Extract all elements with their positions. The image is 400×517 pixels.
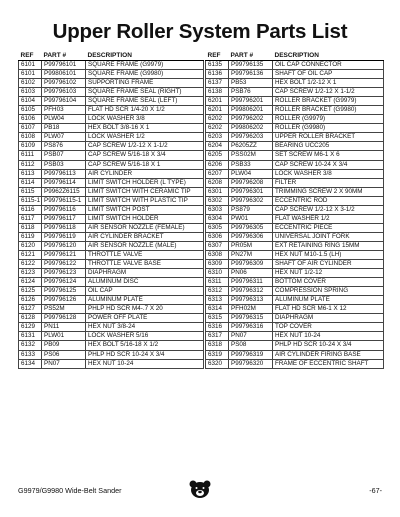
description-cell: ECCENTRIC ROD — [273, 196, 384, 205]
description-cell: HEX BOLT 3/8-16 X 1 — [86, 124, 204, 133]
description-cell: AIR CYLINDER BRACKET — [86, 232, 204, 241]
part-number-cell: P99796120 — [42, 241, 86, 250]
description-header: DESCRIPTION — [86, 50, 204, 61]
footer-model-name: G9979/G9980 Wide-Belt Sander — [18, 486, 122, 495]
part-number-cell: P99796313 — [229, 296, 273, 305]
part-number-cell: P99796302 — [229, 196, 273, 205]
part-number-cell: PSB07 — [42, 151, 86, 160]
ref-cell: 6318 — [206, 341, 229, 350]
part-number-cell: P99796319 — [229, 350, 273, 359]
part-number-cell: P99806201 — [229, 106, 273, 115]
description-cell: CAP SCREW 1/2-12 X 1-1/2 — [86, 142, 204, 151]
part-number-cell: P99796123 — [42, 269, 86, 278]
part-number-cell: P99796121 — [42, 250, 86, 259]
part-header: PART # — [229, 50, 273, 61]
description-cell: TRIMMING SCREW 2 X 90MM — [273, 187, 384, 196]
ref-cell: 6134 — [19, 359, 42, 368]
part-number-cell: PB09 — [42, 341, 86, 350]
ref-cell: 6317 — [206, 332, 229, 341]
ref-cell: 6202 — [206, 115, 229, 124]
ref-cell: 6132 — [19, 341, 42, 350]
part-number-cell: PSB76 — [229, 88, 273, 97]
part-number-cell: P99796208 — [229, 178, 273, 187]
table-row — [206, 241, 384, 250]
description-cell: HEX NUT 3/8-24 — [86, 323, 204, 332]
table-row — [206, 106, 384, 115]
part-number-cell: PSS02M — [229, 151, 273, 160]
part-number-cell: PS06 — [42, 350, 86, 359]
part-number-cell: P99796315 — [229, 314, 273, 323]
table-header-row — [19, 50, 204, 61]
ref-cell: 6105 — [19, 106, 42, 115]
description-cell: BOTTOM COVER — [273, 278, 384, 287]
ref-cell: 6120 — [19, 241, 42, 250]
table-row — [19, 260, 204, 269]
part-number-cell: P99796118 — [42, 223, 86, 232]
table-row — [19, 196, 204, 205]
part-number-cell: P99796102 — [42, 79, 86, 88]
table-row — [19, 187, 204, 196]
table-row — [19, 169, 204, 178]
ref-cell: 6133 — [19, 350, 42, 359]
table-row — [206, 232, 384, 241]
part-number-cell: PSB33 — [229, 160, 273, 169]
part-number-cell: PFH03 — [42, 106, 86, 115]
ref-cell: 6114 — [19, 178, 42, 187]
description-cell: THROTTLE VALVE BASE — [86, 260, 204, 269]
description-cell: UPPER ROLLER BRACKET — [273, 133, 384, 142]
table-row — [206, 341, 384, 350]
table-row — [19, 323, 204, 332]
description-cell: LOCK WASHER 1/2 — [86, 133, 204, 142]
table-row — [206, 359, 384, 368]
description-cell: HEX NUT 1/2-12 — [273, 269, 384, 278]
table-row — [206, 305, 384, 314]
ref-cell: 6127 — [19, 305, 42, 314]
ref-cell: 6131 — [19, 332, 42, 341]
table-row — [19, 70, 204, 79]
table-row — [206, 61, 384, 70]
table-row — [19, 232, 204, 241]
description-cell: ROLLER (G9979) — [273, 115, 384, 124]
description-cell: HEX BOLT 5/16-18 X 1/2 — [86, 341, 204, 350]
description-cell: LOCK WASHER 3/8 — [86, 115, 204, 124]
part-number-cell: P99796312 — [229, 287, 273, 296]
ref-cell: 6319 — [206, 350, 229, 359]
page-number: -67- — [369, 486, 382, 495]
table-row — [19, 359, 204, 368]
ref-cell: 6303 — [206, 205, 229, 214]
description-cell: SQUARE FRAME (G9979) — [86, 61, 204, 70]
description-cell: AIR SENSOR NOZZLE (MALE) — [86, 241, 204, 250]
ref-cell: 6136 — [206, 70, 229, 79]
table-row — [206, 205, 384, 214]
table-row — [19, 341, 204, 350]
part-number-cell: PS08 — [229, 341, 273, 350]
table-row — [19, 223, 204, 232]
table-row — [19, 160, 204, 169]
table-row — [206, 97, 384, 106]
table-row — [206, 296, 384, 305]
ref-cell: 6204 — [206, 142, 229, 151]
part-number-cell: P99796201 — [229, 97, 273, 106]
ref-cell: 6207 — [206, 169, 229, 178]
description-cell: SQUARE FRAME (G9980) — [86, 70, 204, 79]
ref-cell: 6135 — [206, 61, 229, 70]
table-row — [206, 115, 384, 124]
ref-cell: 6206 — [206, 160, 229, 169]
table-row — [206, 314, 384, 323]
part-number-cell: P99796116 — [42, 205, 86, 214]
table-row — [206, 142, 384, 151]
table-row — [206, 178, 384, 187]
part-number-cell: P99796115-1 — [42, 196, 86, 205]
description-cell: UNIVERSAL JOINT FORK — [273, 232, 384, 241]
description-cell: ROLLER BRACKET (G9980) — [273, 106, 384, 115]
table-row — [19, 61, 204, 70]
table-row — [19, 88, 204, 97]
ref-cell: 6122 — [19, 260, 42, 269]
ref-cell: 6115 — [19, 187, 42, 196]
part-number-cell: PLW04 — [229, 169, 273, 178]
ref-cell: 6121 — [19, 250, 42, 259]
bear-head-icon — [188, 479, 212, 499]
ref-cell: 6128 — [19, 314, 42, 323]
table-row — [19, 278, 204, 287]
ref-cell: 6124 — [19, 278, 42, 287]
description-cell: FLAT HD SCR M6-1 X 12 — [273, 305, 384, 314]
part-header: PART # — [42, 50, 86, 61]
ref-cell: 6314 — [206, 305, 229, 314]
description-cell: HEX NUT 10-24 — [86, 359, 204, 368]
table-row — [206, 250, 384, 259]
part-number-cell: PN11 — [42, 323, 86, 332]
table-row — [206, 278, 384, 287]
part-number-cell: P99796306 — [229, 232, 273, 241]
description-cell: COMPRESSION SPRING — [273, 287, 384, 296]
part-number-cell: PLW07 — [42, 133, 86, 142]
table-row — [206, 88, 384, 97]
parts-table-left — [18, 50, 204, 369]
description-cell: ALUMINUM DISC — [86, 278, 204, 287]
table-row — [19, 241, 204, 250]
ref-cell: 6201 — [206, 106, 229, 115]
part-number-cell: PS879 — [229, 205, 273, 214]
table-header-row — [206, 50, 384, 61]
part-number-cell: P99796113 — [42, 169, 86, 178]
description-cell: PHLP HD SCR 10-24 X 3/4 — [273, 341, 384, 350]
part-number-cell: P99796202 — [229, 115, 273, 124]
description-cell: AIR CYLINDER FIRING BASE — [273, 350, 384, 359]
table-row — [206, 214, 384, 223]
part-number-cell: P99796136 — [229, 70, 273, 79]
table-row — [206, 196, 384, 205]
description-cell: LIMIT SWITCH WITH CERAMIC TIP — [86, 187, 204, 196]
ref-cell: 6107 — [19, 124, 42, 133]
ref-cell: 6311 — [206, 278, 229, 287]
part-number-cell: P99796305 — [229, 223, 273, 232]
ref-cell: 6109 — [19, 142, 42, 151]
description-cell: ALUMINUM PLATE — [86, 296, 204, 305]
ref-cell: 6313 — [206, 296, 229, 305]
table-row — [19, 350, 204, 359]
part-number-cell: P99796119 — [42, 232, 86, 241]
part-number-cell: P99796128 — [42, 314, 86, 323]
description-header: DESCRIPTION — [273, 50, 384, 61]
description-cell: BEARING UCC205 — [273, 142, 384, 151]
part-number-cell: P99796316 — [229, 323, 273, 332]
ref-cell: 6126 — [19, 296, 42, 305]
description-cell: HEX NUT M10-1.5 (LH) — [273, 250, 384, 259]
part-number-cell: PW01 — [229, 214, 273, 223]
table-row — [206, 133, 384, 142]
description-cell: SHAFT OF OIL CAP — [273, 70, 384, 79]
part-number-cell: P99796301 — [229, 187, 273, 196]
table-row — [19, 314, 204, 323]
ref-cell: 6310 — [206, 269, 229, 278]
table-row — [19, 250, 204, 259]
ref-cell: 6320 — [206, 359, 229, 368]
ref-cell: 6301 — [206, 187, 229, 196]
ref-cell: 6138 — [206, 88, 229, 97]
part-number-cell: PN07 — [229, 332, 273, 341]
ref-cell: 6111 — [19, 151, 42, 160]
part-number-cell: PS876 — [42, 142, 86, 151]
table-row — [19, 205, 204, 214]
ref-cell: 6125 — [19, 287, 42, 296]
part-number-cell: PR05M — [229, 241, 273, 250]
ref-cell: 6201 — [206, 97, 229, 106]
table-row — [206, 269, 384, 278]
part-number-cell: P99796309 — [229, 260, 273, 269]
table-row — [19, 178, 204, 187]
description-cell: CAP SCREW 10-24 X 3/4 — [273, 160, 384, 169]
description-cell: SHAFT OF AIR CYLINDER — [273, 260, 384, 269]
part-number-cell: P99806101 — [42, 70, 86, 79]
part-number-cell: P99796126 — [42, 296, 86, 305]
part-number-cell: P99796311 — [229, 278, 273, 287]
description-cell: OIL CAP CONNECTOR — [273, 61, 384, 70]
part-number-cell: P99796125 — [42, 287, 86, 296]
ref-cell: 6115-1 — [19, 196, 42, 205]
part-number-cell: PS52M — [42, 305, 86, 314]
description-cell: PHLP HD SCR M4-.7 X 20 — [86, 305, 204, 314]
table-row — [19, 79, 204, 88]
table-row — [206, 323, 384, 332]
table-row — [19, 115, 204, 124]
description-cell: ECCENTRIC PIECE — [273, 223, 384, 232]
ref-cell: 6118 — [19, 223, 42, 232]
part-number-cell: P6205ZZ — [229, 142, 273, 151]
description-cell: FLAT WASHER 1/2 — [273, 214, 384, 223]
description-cell: FRAME OF ECCENTRIC SHAFT — [273, 359, 384, 368]
ref-cell: 6309 — [206, 260, 229, 269]
description-cell: OIL CAP — [86, 287, 204, 296]
part-number-cell: P99796320 — [229, 359, 273, 368]
table-row — [19, 287, 204, 296]
table-row — [206, 169, 384, 178]
part-number-cell: P99796103 — [42, 88, 86, 97]
ref-cell: 6108 — [19, 133, 42, 142]
part-number-cell: P99796203 — [229, 133, 273, 142]
table-row — [206, 160, 384, 169]
description-cell: FILTER — [273, 178, 384, 187]
description-cell: DIAPHRAGM — [86, 269, 204, 278]
table-row — [206, 79, 384, 88]
description-cell: SQUARE FRAME SEAL (LEFT) — [86, 97, 204, 106]
ref-cell: 6205 — [206, 151, 229, 160]
part-number-cell: P99796135 — [229, 61, 273, 70]
description-cell: CAP SCREW 5/16-18 X 1 — [86, 160, 204, 169]
description-cell: THROTTLE VALVE — [86, 250, 204, 259]
ref-cell: 6101 — [19, 61, 42, 70]
description-cell: PHLP HD SCR 10-24 X 3/4 — [86, 350, 204, 359]
table-row — [206, 70, 384, 79]
description-cell: AIR CYLINDER — [86, 169, 204, 178]
ref-cell: 6306 — [206, 232, 229, 241]
ref-cell: 6208 — [206, 178, 229, 187]
table-row — [19, 133, 204, 142]
table-row — [206, 223, 384, 232]
table-row — [19, 106, 204, 115]
description-cell: LIMIT SWITCH HOLDER — [86, 214, 204, 223]
description-cell: LOCK WASHER 5/16 — [86, 332, 204, 341]
table-row — [206, 332, 384, 341]
ref-cell: 6112 — [19, 160, 42, 169]
ref-cell: 6307 — [206, 241, 229, 250]
description-cell: LIMIT SWITCH HOLDER (L TYPE) — [86, 178, 204, 187]
part-number-cell: PB18 — [42, 124, 86, 133]
part-number-cell: P99806202 — [229, 124, 273, 133]
part-number-cell: P99796117 — [42, 214, 86, 223]
part-number-cell: PFH02M — [229, 305, 273, 314]
description-cell: LOCK WASHER 3/8 — [273, 169, 384, 178]
description-cell: ROLLER (G9980) — [273, 124, 384, 133]
description-cell: CAP SCREW 5/16-18 X 3/4 — [86, 151, 204, 160]
description-cell: SQUARE FRAME SEAL (RIGHT) — [86, 88, 204, 97]
ref-cell: 6101 — [19, 70, 42, 79]
description-cell: CAP SCREW 1/2-12 X 1-1/2 — [273, 88, 384, 97]
table-row — [206, 124, 384, 133]
ref-cell: 6117 — [19, 214, 42, 223]
part-number-cell: PN27M — [229, 250, 273, 259]
ref-cell: 6203 — [206, 133, 229, 142]
table-row — [19, 214, 204, 223]
part-number-cell: PB53 — [229, 79, 273, 88]
ref-header: REF — [19, 50, 42, 61]
parts-table-right — [205, 50, 384, 369]
part-number-cell: P99796122 — [42, 260, 86, 269]
ref-cell: 6137 — [206, 79, 229, 88]
table-row — [206, 260, 384, 269]
ref-cell: 6113 — [19, 169, 42, 178]
ref-cell: 6104 — [19, 97, 42, 106]
description-cell: LIMIT SWITCH POST — [86, 205, 204, 214]
part-number-cell: PSB03 — [42, 160, 86, 169]
description-cell: TOP COVER — [273, 323, 384, 332]
description-cell: HEX BOLT 1/2-12 X 1 — [273, 79, 384, 88]
ref-cell: 6202 — [206, 124, 229, 133]
part-number-cell: PLW01 — [42, 332, 86, 341]
table-row — [206, 187, 384, 196]
description-cell: EXT RETAINING RING 15MM — [273, 241, 384, 250]
ref-cell: 6129 — [19, 323, 42, 332]
description-cell: ROLLER BRACKET (G9979) — [273, 97, 384, 106]
description-cell: LIMIT SWITCH WITH PLASTIC TIP — [86, 196, 204, 205]
part-number-cell: P99796114 — [42, 178, 86, 187]
part-number-cell: PN06 — [229, 269, 273, 278]
part-number-cell: P99796124 — [42, 278, 86, 287]
table-row — [19, 151, 204, 160]
ref-cell: 6102 — [19, 79, 42, 88]
ref-cell: 6304 — [206, 214, 229, 223]
table-row — [19, 97, 204, 106]
part-number-cell: P9962Z6115 — [42, 187, 86, 196]
part-number-cell: P99796104 — [42, 97, 86, 106]
ref-cell: 6119 — [19, 232, 42, 241]
description-cell: AIR SENSOR NOZZLE (FEMALE) — [86, 223, 204, 232]
ref-cell: 6316 — [206, 323, 229, 332]
ref-cell: 6305 — [206, 223, 229, 232]
ref-cell: 6308 — [206, 250, 229, 259]
table-row — [19, 296, 204, 305]
ref-cell: 6116 — [19, 205, 42, 214]
description-cell: DIAPHRAGM — [273, 314, 384, 323]
ref-cell: 6103 — [19, 88, 42, 97]
description-cell: FLAT HD SCR 1/4-20 X 1/2 — [86, 106, 204, 115]
table-row — [19, 142, 204, 151]
table-row — [19, 124, 204, 133]
ref-cell: 6106 — [19, 115, 42, 124]
table-row — [19, 269, 204, 278]
ref-header: REF — [206, 50, 229, 61]
description-cell: CAP SCREW 1/2-12 X 3-1/2 — [273, 205, 384, 214]
table-row — [206, 151, 384, 160]
part-number-cell: PLW04 — [42, 115, 86, 124]
ref-cell: 6315 — [206, 314, 229, 323]
page-title: Upper Roller System Parts List — [52, 20, 348, 43]
part-number-cell: P99796101 — [42, 61, 86, 70]
ref-cell: 6123 — [19, 269, 42, 278]
table-row — [206, 287, 384, 296]
description-cell: POWER OFF PLATE — [86, 314, 204, 323]
ref-cell: 6302 — [206, 196, 229, 205]
description-cell: SET SCREW M6-1 X 6 — [273, 151, 384, 160]
part-number-cell: PN07 — [42, 359, 86, 368]
ref-cell: 6312 — [206, 287, 229, 296]
description-cell: SUPPORTING FRAME — [86, 79, 204, 88]
table-row — [19, 305, 204, 314]
table-row — [206, 350, 384, 359]
description-cell: HEX NUT 10-24 — [273, 332, 384, 341]
table-row — [19, 332, 204, 341]
description-cell: ALUMINUM PLATE — [273, 296, 384, 305]
